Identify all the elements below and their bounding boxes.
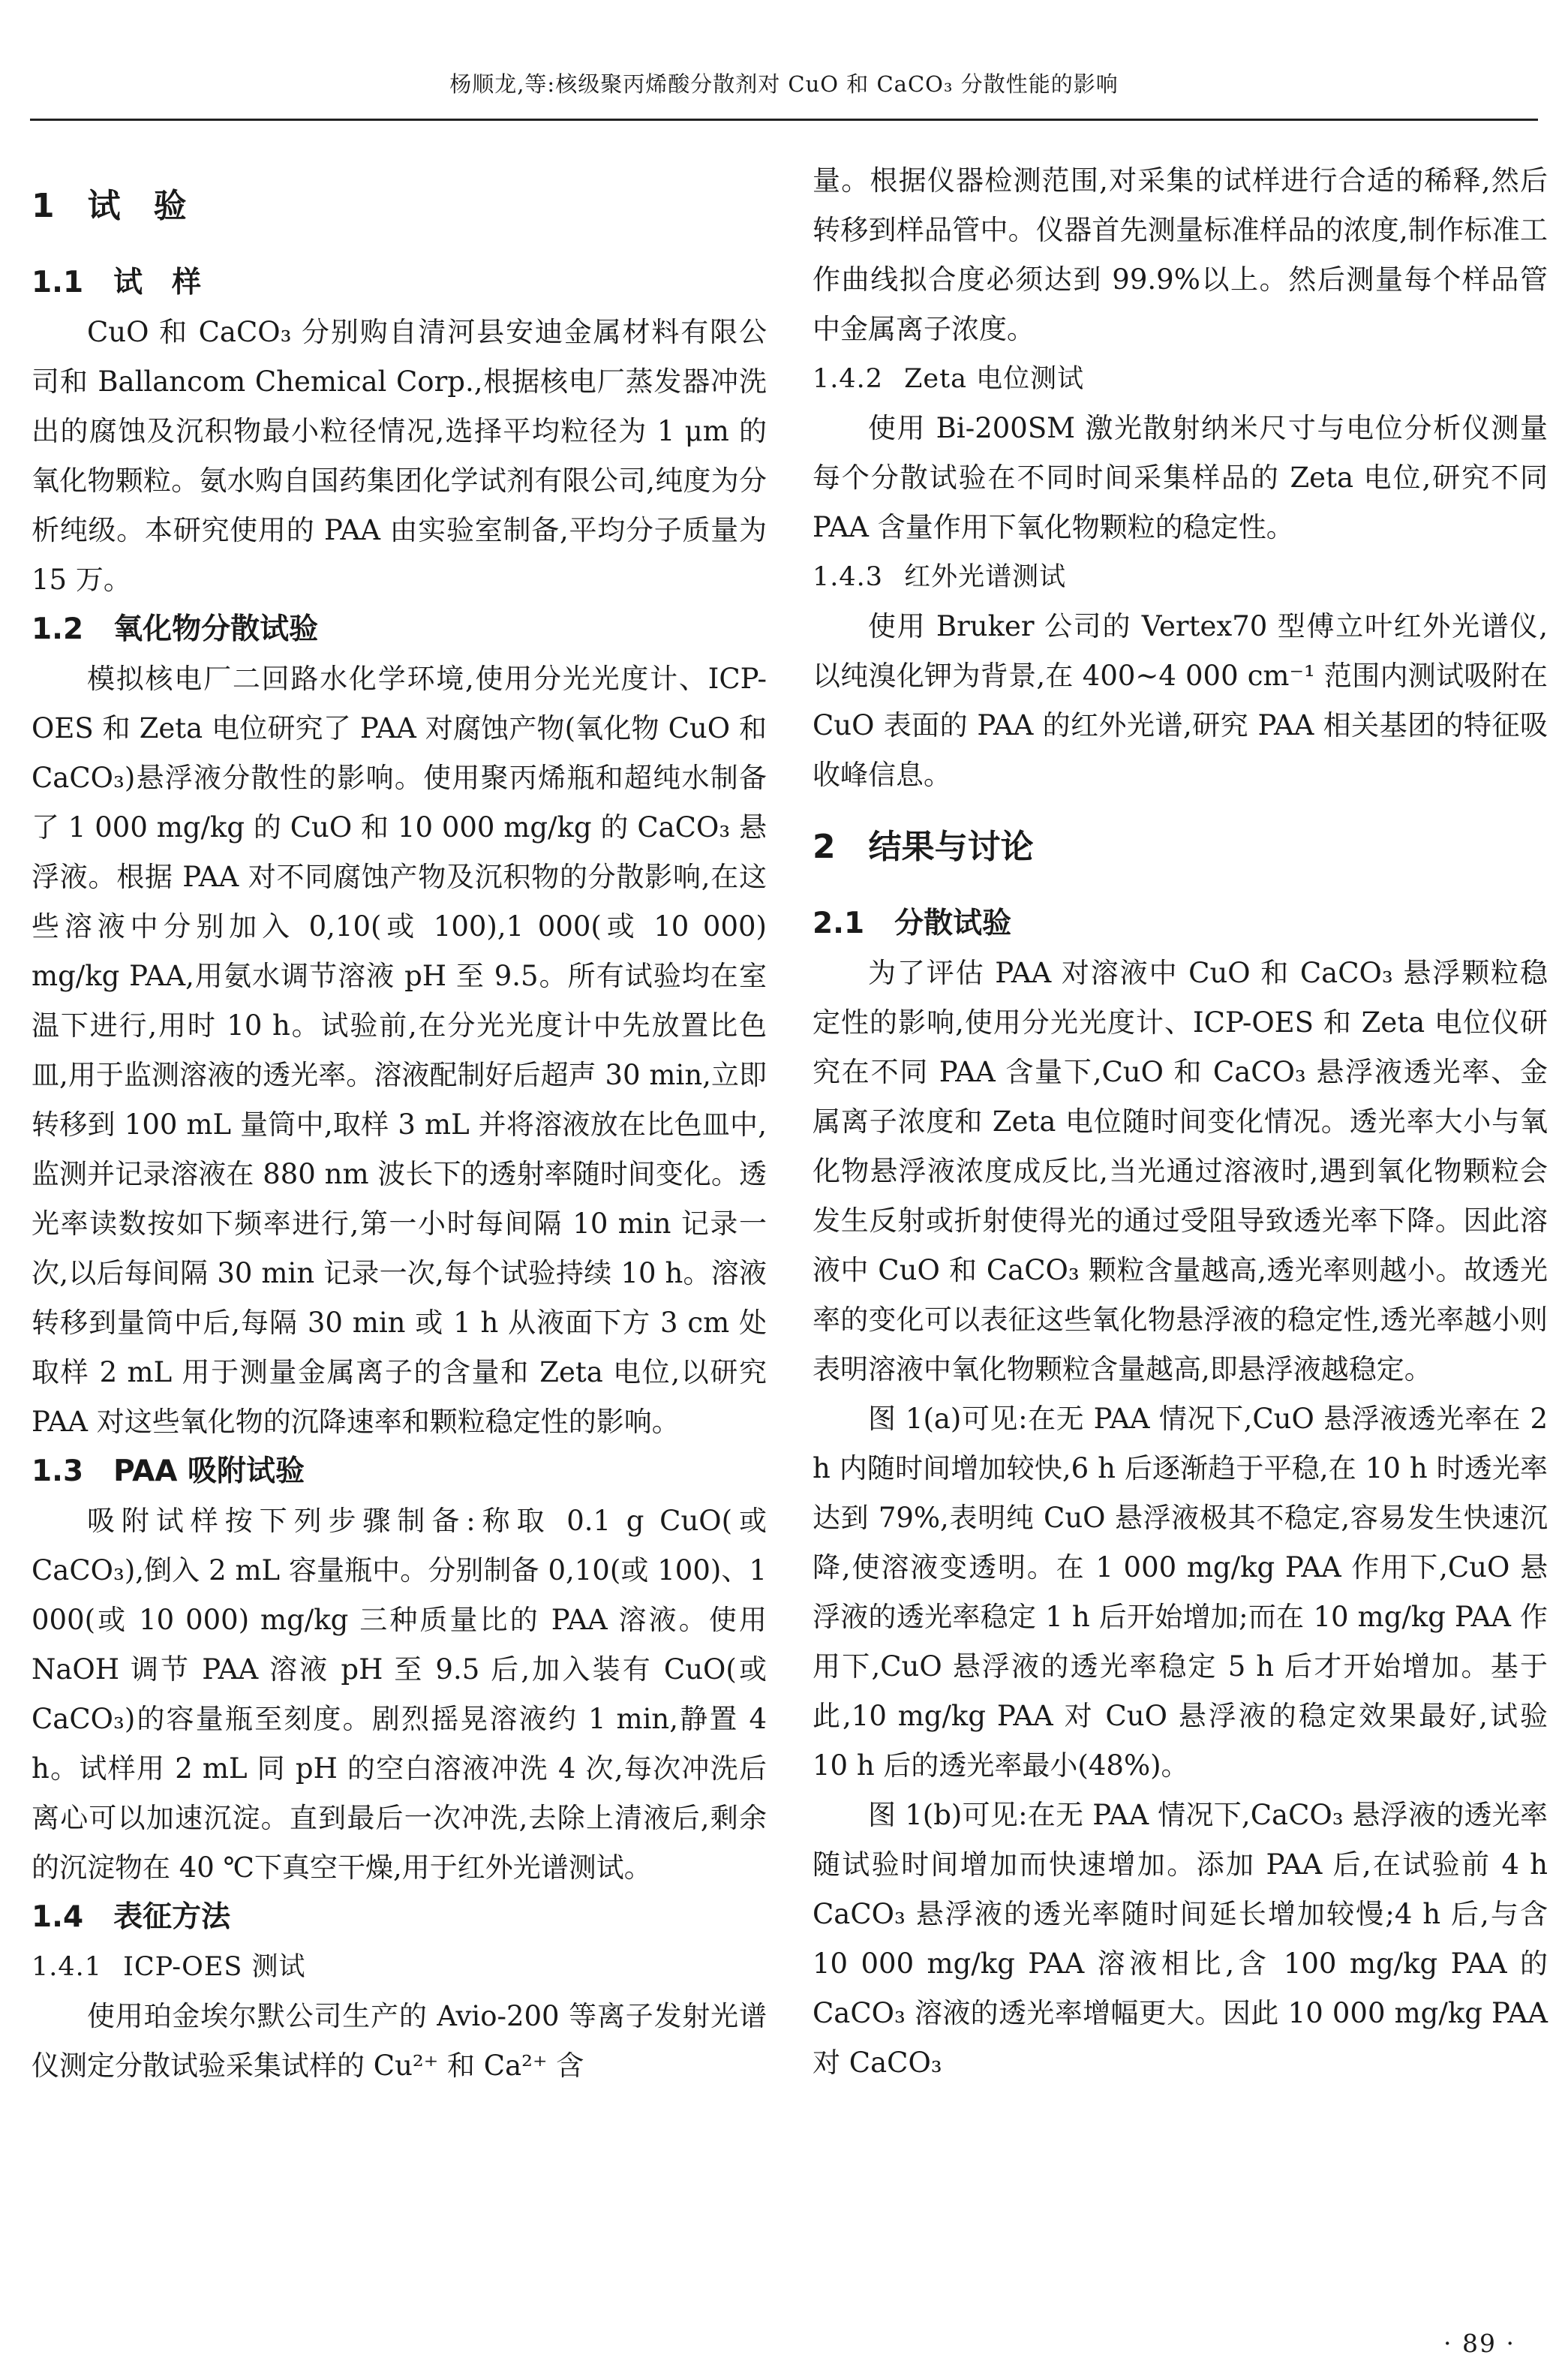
paragraph-infrared: 使用 Bruker 公司的 Vertex70 型傅立叶红外光谱仪,以纯溴化钾为背景,在 400~4 000 cm⁻¹ 范围内测试吸附在 CuO 表面的 PAA 的红外光谱,研究 PAA 相关基团的特征吸收峰信息。	[813, 610, 1548, 791]
paragraph-icp-continued: 量。根据仪器检测范围,对采集的试样进行合适的稀释,然后转移到样品管中。仪器首先测量标准样品的浓度,制作标准工作曲线拟合度必须达到 99.9%以上。然后测量每个样品管中金属离子浓度。	[813, 164, 1548, 345]
section-number: 1	[32, 187, 55, 225]
paragraph-icp-oes: 使用珀金埃尔默公司生产的 Avio-200 等离子发射光谱仪测定分散试验采集试样的 Cu²⁺ 和 Ca²⁺ 含	[32, 2000, 767, 2082]
section-1-4-heading	[32, 1893, 767, 1942]
paragraph-dispersion-test: 模拟核电厂二回路水化学环境,使用分光光度计、ICP-OES 和 Zeta 电位研究了 PAA 对腐蚀产物(氧化物 CuO 和 CaCO₃)悬浮液分散性的影响。使用聚丙烯瓶和超纯水制备了 1 000 mg/kg 的 CuO 和 10 000 mg/kg 的 CaCO₃ 悬浮液。根据 PAA 对不同腐蚀产物及沉积物的分散影响,在这些溶液中分别加入 0,10(或 100),1 000(或 10 000) mg/kg PAA,用氨水调节溶液 pH 至 9.5。所有试验均在室温下进行,用时 10 h。试验前,在分光光度计中先放置比色皿,用于监测溶液的透光率。溶液配制好后超声 30 min,立即转移到 100 mL 量筒中,取样 3 mL 并将溶液放在比色皿中,监测并记录溶液在 880 nm 波长下的透射率随时间变化。透光率读数按如下频率进行,第一小时每间隔 10 min 记录一次,以后每间隔 30 min 记录一次,每个试验持续 10 h。溶液转移到量筒中后,每隔 30 min 或 1 h 从液面下方 3 cm 处取样 2 mL 用于测量金属离子的含量和 Zeta 电位,以研究 PAA 对这些氧化物的沉降速率和颗粒稳定性的影响。	[32, 663, 767, 1438]
section-number: 1.4	[32, 1900, 84, 1934]
section-title: 氧化物分散试验	[113, 612, 319, 646]
section-title: 试 样	[113, 266, 202, 299]
right-column	[813, 156, 1548, 2088]
section-number: 1.4.2	[813, 364, 884, 394]
paragraph-dispersion-results: 为了评估 PAA 对溶液中 CuO 和 CaCO₃ 悬浮颗粒稳定性的影响,使用分光光度计、ICP-OES 和 Zeta 电位仪研究在不同 PAA 含量下,CuO 和 CaCO₃ 悬浮液透光率、金属离子浓度和 Zeta 电位随时间变化情况。透光率大小与氧化物悬浮液浓度成反比,当光通过溶液时,遇到氧化物颗粒会发生反射或折射使得光的通过受阻导致透光率下降。因此溶液中 CuO 和 CaCO₃ 颗粒含量越高,透光率则越小。故透光率的变化可以表征这些氧化物悬浮液的稳定性,透光率越小则表明溶液中氧化物颗粒含量越高,即悬浮液越稳定。	[813, 957, 1548, 1385]
page-number: · 89 ·	[1443, 2329, 1515, 2358]
paragraph-zeta: 使用 Bi-200SM 激光散射纳米尺寸与电位分析仪测量每个分散试验在不同时间采集样品的 Zeta 电位,研究不同 PAA 含量作用下氧化物颗粒的稳定性。	[813, 412, 1548, 543]
section-title: 表征方法	[113, 1900, 231, 1934]
paragraph-figure-1b: 图 1(b)可见:在无 PAA 情况下,CaCO₃ 悬浮液的透光率随试验时间增加而快速增加。添加 PAA 后,在试验前 4 h CaCO₃ 悬浮液的透光率随时间延长增加较慢;4 h 后,与含 10 000 mg/kg PAA 溶液相比,含 100 mg/kg PAA 的 CaCO₃ 溶液的透光率增幅更大。因此 10 000 mg/kg PAA 对 CaCO₃	[813, 1799, 1548, 2079]
section-number: 2.1	[813, 907, 865, 940]
section-1-1-heading	[32, 258, 767, 308]
section-number: 1.4.1	[32, 1952, 103, 1982]
section-title: 结果与讨论	[868, 828, 1034, 866]
running-header: 杨顺龙,等:核级聚丙烯酸分散剂对 CuO 和 CaCO₃ 分散性能的影响	[449, 71, 1119, 97]
section-1-4-2-heading	[813, 354, 1548, 404]
section-2-1-heading	[813, 899, 1548, 949]
section-1-4-3-heading	[813, 552, 1548, 602]
section-1-3-heading	[32, 1447, 767, 1496]
paragraph-adsorption-test: 吸附试样按下列步骤制备:称取 0.1 g CuO(或 CaCO₃),倒入 2 mL 容量瓶中。分别制备 0,10(或 100)、1 000(或 10 000) mg/kg 三种质量比的 PAA 溶液。使用 NaOH 调节 PAA 溶液 pH 至 9.5 后,加入装有 CuO(或 CaCO₃)的容量瓶至刻度。剧烈摇晃溶液约 1 min,静置 4 h。试样用 2 mL 同 pH 的空白溶液冲洗 4 次,每次冲洗后离心可以加速沉淀。直到最后一次冲洗,去除上清液后,剩余的沉淀物在 40 ℃下真空干燥,用于红外光谱测试。	[32, 1505, 767, 1884]
section-title: 红外光谱测试	[904, 562, 1067, 592]
section-title: 分散试验	[894, 907, 1012, 940]
section-2-heading	[813, 823, 1548, 872]
section-number: 2	[813, 828, 836, 866]
paragraph-figure-1a: 图 1(a)可见:在无 PAA 情况下,CuO 悬浮液透光率在 2 h 内随时间增加较快,6 h 后逐渐趋于平稳,在 10 h 时透光率达到 79%,表明纯 CuO 悬浮液极其不稳定,容易发生快速沉降,使溶液变透明。在 1 000 mg/kg PAA 作用下,CuO 悬浮液的透光率稳定 1 h 后开始增加;而在 10 mg/kg PAA 作用下,CuO 悬浮液的透光率稳定 5 h 后才开始增加。基于此,10 mg/kg PAA 对 CuO 悬浮液的稳定效果最好,试验 10 h 后的透光率最小(48%)。	[813, 1403, 1548, 1782]
section-1-heading	[32, 182, 767, 231]
left-column	[32, 150, 767, 2091]
section-title: Zeta 电位测试	[904, 364, 1085, 394]
section-number: 1.2	[32, 612, 84, 646]
section-title: PAA 吸附试验	[113, 1454, 305, 1488]
section-number: 1.4.3	[813, 562, 884, 592]
section-1-4-1-heading	[32, 1942, 767, 1992]
section-title: ICP-OES 测试	[123, 1952, 306, 1982]
section-number: 1.3	[32, 1454, 84, 1488]
header-divider	[30, 119, 1538, 121]
section-1-2-heading	[32, 605, 767, 654]
section-number: 1.1	[32, 266, 84, 299]
section-title: 试 验	[87, 187, 187, 225]
paragraph-samples: CuO 和 CaCO₃ 分别购自清河县安迪金属材料有限公司和 Ballancom Chemical Corp.,根据核电厂蒸发器冲洗出的腐蚀及沉积物最小粒径情况,选择平均粒径为 1 μm 的氧化物颗粒。氨水购自国药集团化学试剂有限公司,纯度为分析纯级。本研究使用的 PAA 由实验室制备,平均分子质量为 15 万。	[32, 316, 767, 596]
